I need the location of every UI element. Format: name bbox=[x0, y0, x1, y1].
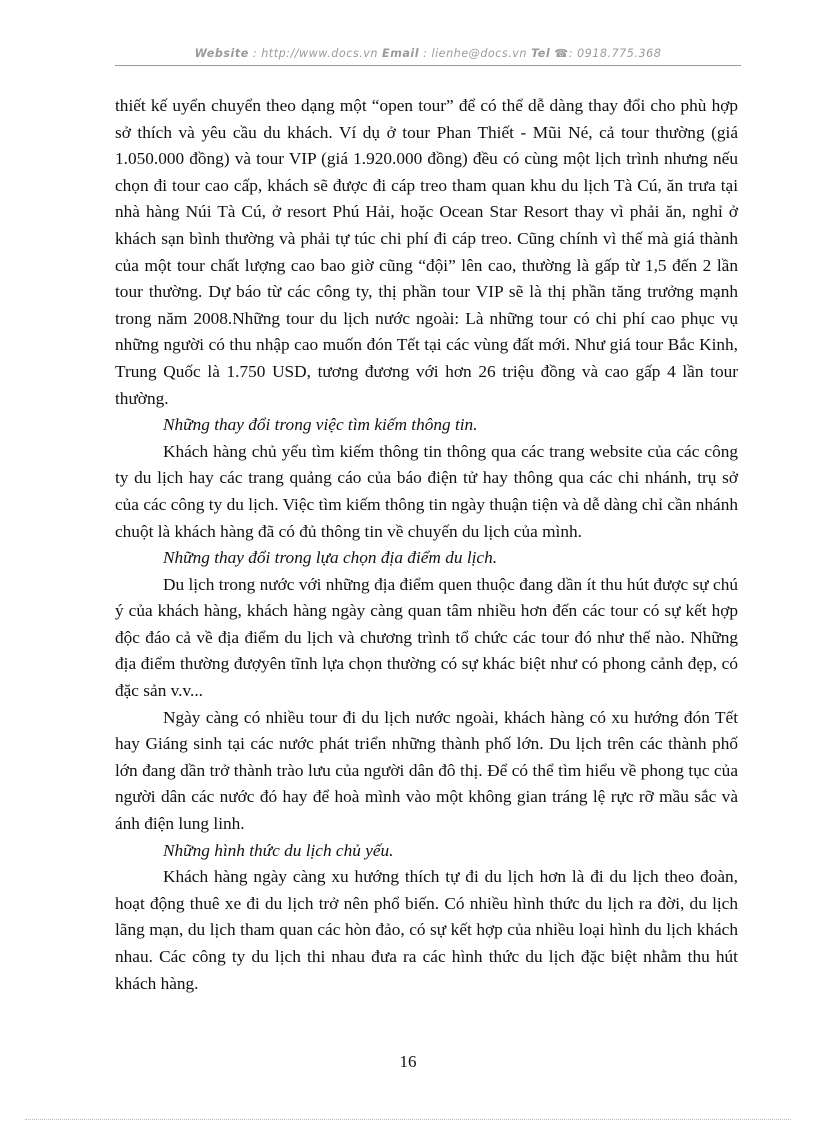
email-label: Email bbox=[382, 47, 420, 60]
footer-divider bbox=[25, 1119, 791, 1120]
tel-value: : 0918.775.368 bbox=[568, 47, 662, 60]
section-heading-2: Những thay đổi trong lựa chọn địa điểm du lịch. bbox=[163, 548, 498, 568]
section-heading-3: Những hình thức du lịch chủ yếu. bbox=[163, 840, 394, 860]
page-number: 16 bbox=[399, 1052, 417, 1071]
paragraph-1: thiết kế uyển chuyển theo dạng một “open tour” để có thể dễ dàng thay đổi cho phù hợp sở thích và yêu cầu du khách. Ví dụ ở tour Phan Thiết - Mũi Né, cả tour thường (giá 1.050.000 đồng) và tour VIP (giá 1.920.000 đồng) đều có cùng một lịch trình nhưng nếu chọn đi tour cao cấp, khách sẽ được đi cáp treo tham quan khu du lịch Tà Cú, ăn trưa tại nhà hàng Núi Tà Cú, ở resort Phú Hải, hoặc Ocean Star Resort thay vì phải ăn, nghỉ ở khách sạn bình thường và phải tự túc chi phí đi cáp treo. Cũng chính vì thế mà giá thành của một tour chất lượng cao bao giờ cũng “đội” lên cao, thường là gấp từ 1,5 đến 2 lần tour thường. Dự báo từ các công ty, thị phần tour VIP sẽ là thị phần tăng trưởng mạnh trong năm 2008.Những tour du lịch nước ngoài: Là những tour có chi phí cao phục vụ những người có thu nhập cao muốn đón Tết tại các vùng đất mới. Như giá tour Bắc Kinh, Trung Quốc là 1.750 USD, tương đương với hơn 26 triệu đồng và cao gấp 4 lần tour thường. bbox=[115, 96, 738, 408]
page-header bbox=[115, 47, 741, 60]
tel-label: Tel bbox=[531, 47, 551, 60]
website-value: : http://www.docs.vn bbox=[252, 47, 378, 60]
website-label: Website bbox=[194, 47, 249, 60]
document-body bbox=[115, 93, 738, 997]
email-value: : lienhe@docs.vn bbox=[423, 47, 528, 60]
paragraph-3: Du lịch trong nước với những địa điểm quen thuộc đang dần ít thu hút được sự chú ý của khách hàng, khách hàng ngày càng quan tâm nhiều hơn đến các tour có sự kết hợp độc đáo cả về địa điểm du lịch và chương trình tổ chức các tour đó như thế nào. Những địa điểm thường đượyên tĩnh lựa chọn thường có sự khác biệt như có phong cảnh đẹp, có đặc sản v.v... bbox=[115, 574, 738, 701]
paragraph-5: Khách hàng ngày càng xu hướng thích tự đi du lịch hơn là đi du lịch theo đoàn, hoạt động thuê xe đi du lịch trở nên phổ biến. Có nhiều hình thức du lịch ra đời, du lịch lãng mạn, du lịch tham quan các hòn đảo, có sự kết hợp của nhiều loại hình du lịch khách nhau. Các công ty du lịch thi nhau đưa ra các hình thức du lịch đặc biệt nhằm thu hút khách hàng. bbox=[115, 867, 738, 993]
phone-icon: ☎ bbox=[554, 47, 569, 60]
section-heading-1: Những thay đổi trong việc tìm kiếm thông tin. bbox=[163, 415, 478, 435]
paragraph-4: Ngày càng có nhiều tour đi du lịch nước ngoài, khách hàng có xu hướng đón Tết hay Giáng sinh tại các nước phát triển những thành phố lớn. Du lịch trên các thành phố lớn đang dần trở thành trào lưu của người dân đô thị. Để có thể tìm hiểu về phong tục của người dân các nước đó hay để hoà mình vào một không gian tráng lệ rực rỡ mầu sắc và ánh điện lung linh. bbox=[115, 707, 738, 834]
paragraph-2: Khách hàng chủ yếu tìm kiếm thông tin thông qua các trang website của các công ty du lịch hay các trang quảng cáo của báo điện tử hay thông qua các chi nhánh, trụ sở của các công ty du lịch. Việc tìm kiếm thông tin ngày thuận tiện và dễ dàng chỉ cần nhánh chuột là khách hàng đã có đủ thông tin về chuyến du lịch của mình. bbox=[115, 441, 738, 541]
header-divider bbox=[115, 65, 741, 66]
